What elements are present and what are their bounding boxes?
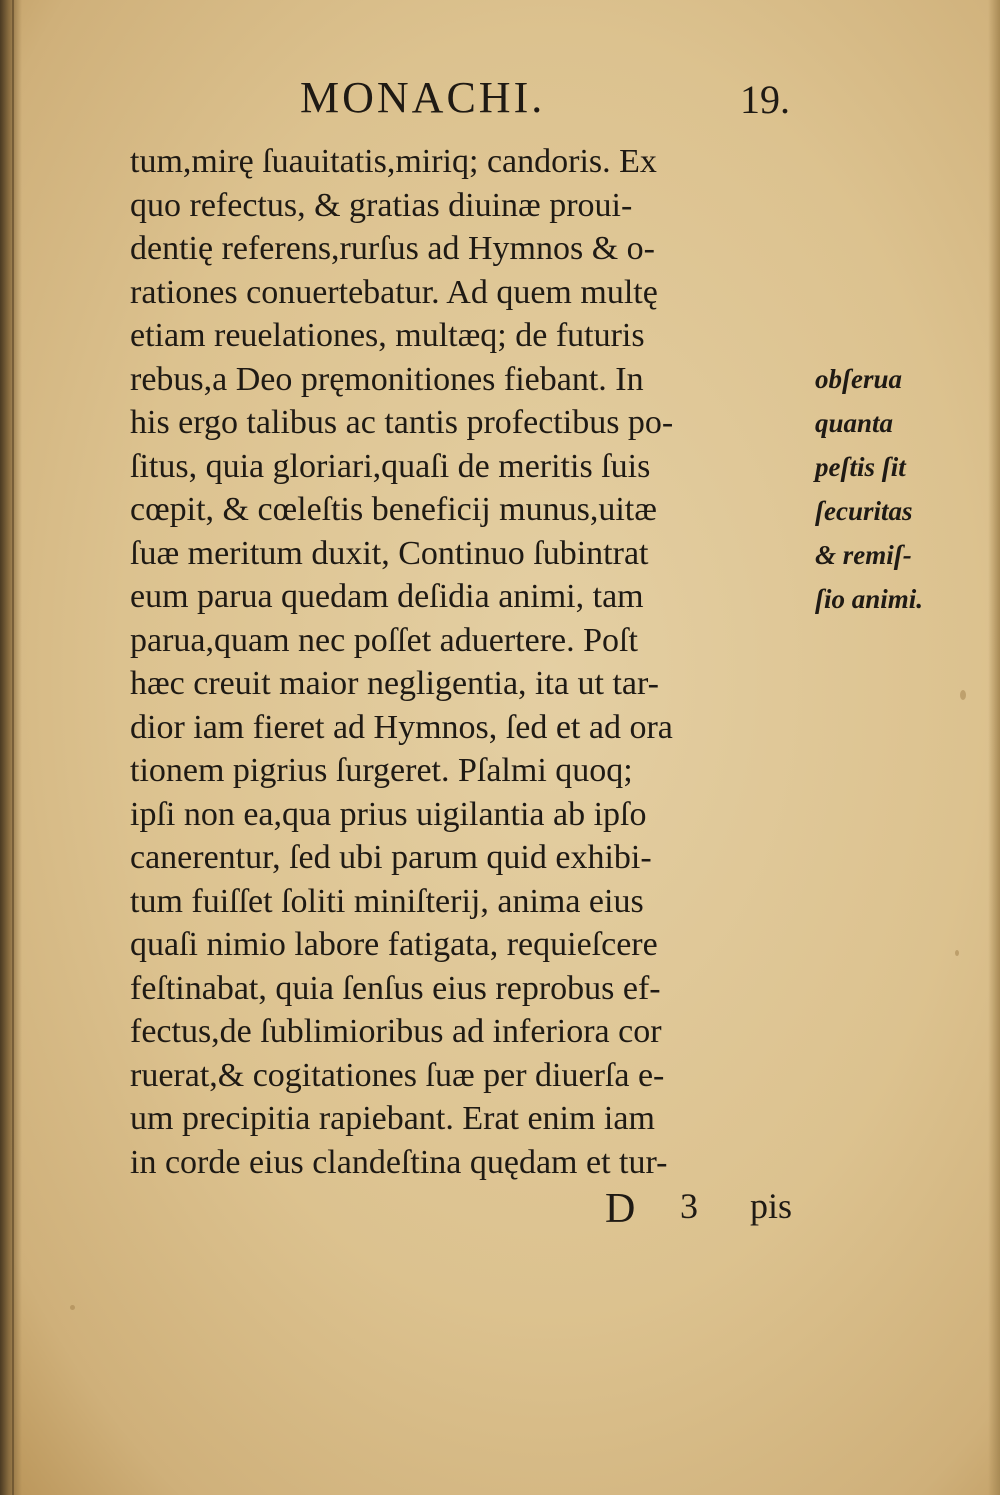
text-line: ipſi non ea,qua prius uigilantia ab ipſo bbox=[130, 795, 647, 833]
text-line: quaſi nimio labore fatigata, requieſcere bbox=[130, 926, 658, 963]
text-line: rationes conuertebatur. Ad quem multę bbox=[130, 273, 658, 311]
marginal-note: ſecuritas bbox=[815, 496, 913, 526]
text-line: ſuæ meritum duxit, Continuo ſubintrat bbox=[130, 534, 649, 572]
text-line: fectus,de ſublimioribus ad inferiora cor bbox=[130, 1013, 662, 1050]
text-line: tum,mirę ſuauitatis,miriq; candoris. Ex bbox=[130, 143, 657, 180]
paper-stain bbox=[70, 1305, 75, 1310]
text-line: ruerat,& cogitationes ſuæ per diuerſa e- bbox=[130, 1056, 665, 1094]
marginal-note: peſtis ſit bbox=[815, 452, 906, 482]
catchword: pis bbox=[750, 1186, 793, 1226]
marginal-note: quanta bbox=[815, 408, 894, 438]
text-line: quo refectus, & gratias diuinæ proui- bbox=[130, 186, 633, 224]
text-line: eum parua quedam deſidia animi, tam bbox=[130, 578, 644, 615]
paper-stain bbox=[960, 690, 966, 700]
text-line: tum fuiſſet ſoliti miniſterij, anima eius bbox=[130, 882, 644, 920]
text-line: his ergo talibus ac tantis profectibus po- bbox=[130, 404, 674, 441]
page-edge-shadow bbox=[988, 0, 1000, 1495]
marginal-note: & remiſ- bbox=[815, 540, 912, 570]
text-line: rebus,a Deo pręmonitiones fiebant. In bbox=[130, 360, 644, 398]
text-line: canerentur, ſed ubi parum quid exhibi- bbox=[130, 839, 652, 876]
text-line: dior iam fieret ad Hymnos, ſed et ad ora bbox=[130, 708, 673, 746]
running-title: MONACHI. bbox=[300, 73, 546, 122]
text-line: feſtinabat, quia ſenſus eius reprobus ef- bbox=[130, 969, 661, 1007]
paper-stain bbox=[955, 950, 959, 956]
marginal-note: ſio animi. bbox=[815, 584, 924, 614]
text-line: um precipitia rapiebant. Erat enim iam bbox=[130, 1100, 655, 1137]
text-line: cœpit, & cœleſtis beneficij munus,uitæ bbox=[130, 491, 657, 528]
text-line: ſitus, quia gloriari,quaſi de meritis ſuis bbox=[130, 447, 651, 485]
page-number: 19. bbox=[740, 77, 790, 122]
signature-mark-number: 3 bbox=[680, 1186, 698, 1226]
binding-gutter bbox=[0, 0, 22, 1495]
binding-edge-line bbox=[12, 0, 14, 1495]
text-line: dentię referens,rurſus ad Hymnos & o- bbox=[130, 230, 655, 267]
text-line: tionem pigrius ſurgeret. Pſalmi quoq; bbox=[130, 752, 633, 789]
text-line: hæc creuit maior negligentia, ita ut tar- bbox=[130, 665, 659, 702]
marginal-note: obſerua bbox=[815, 364, 902, 394]
body-text bbox=[130, 140, 820, 1184]
text-line: in corde eius clandeſtina quędam et tur- bbox=[130, 1143, 668, 1181]
signature-mark-letter: D bbox=[605, 1186, 636, 1232]
text-line: etiam reuelationes, multæq; de futuris bbox=[130, 317, 645, 354]
text-line: parua,quam nec poſſet aduertere. Poſt bbox=[130, 621, 638, 659]
